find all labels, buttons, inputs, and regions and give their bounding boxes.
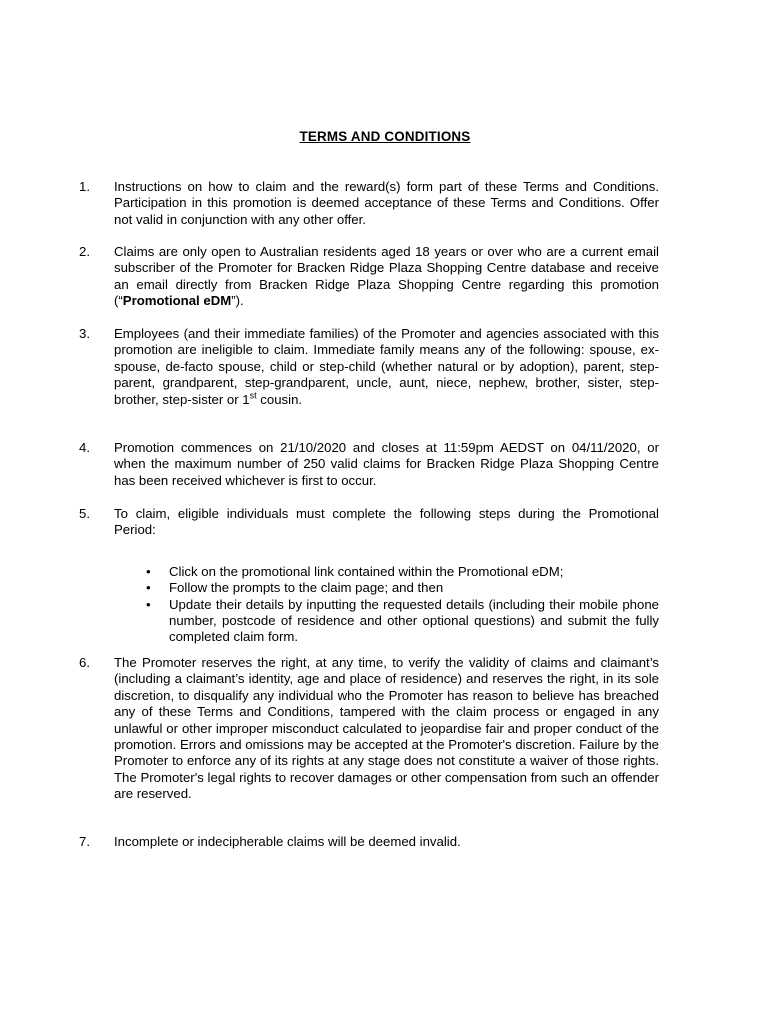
bullet-icon: •: [146, 596, 151, 612]
claim-steps-list: [79, 564, 659, 646]
clause-number: 4.: [79, 440, 90, 455]
promotional-edm-term: Promotional eDM: [122, 293, 232, 309]
clause-text-before: Employees (and their immediate families) of the Promoter and agencies associated with this promotion are ineligible to claim. Immediate family means any of the following: spouse, ex-spouse, de-facto spouse, child or step-child (whether natural or by adoption), parent, step-parent, grandparent, step-grandparent, uncle, aunt, niece, nephew, brother, sister, step-brother, step-sister or 1: [114, 326, 659, 407]
clause-text-after: ”).: [231, 293, 244, 309]
list-item-text: Follow the prompts to the claim page; and then: [169, 580, 444, 596]
clause-text-before: Claims are only open to Australian residents aged 18 years or over who are a current email subscriber of the Promoter for Bracken Ridge Plaza Shopping Centre database and receive an email directly from Bracken Ridge Plaza Shopping Centre regarding this promotion (“: [114, 244, 659, 309]
clause-2: [79, 244, 659, 310]
bullet-icon: •: [146, 580, 151, 596]
list-item: [79, 597, 659, 646]
clause-5: [79, 506, 659, 646]
clause-1: [79, 179, 659, 228]
clause-text: Promotion commences on 21/10/2020 and closes at 11:59pm AEDST on 04/11/2020, or when the maximum number of 250 valid claims for Bracken Ridge Plaza Shopping Centre has been received whichever is first to occur.: [114, 440, 659, 488]
clause-text: Incomplete or indecipherable claims will be deemed invalid.: [114, 834, 461, 849]
clause-text: [114, 244, 659, 310]
clause-text: The Promoter reserves the right, at any time, to verify the validity of claims and claimant’s (including a claimant’s identity, age and place of residence) and reserves the right, in its sole discretion, to disqualify any individual who the Promoter has reason to believe has breached any of these Terms and Conditions, tampered with the claim process or engaged in any unlawful or other improper misconduct calculated to jeopardise fair and proper conduct of the promotion. Errors and omissions may be accepted at the Promoter's discretion. Failure by the Promoter to enforce any of its rights at any stage does not constitute a waiver of those rights. The Promoter's legal rights to recover damages or other compensation from such an offender are reserved.: [114, 655, 659, 802]
list-item-text: Update their details by inputting the requested details (including their mobile phone number, postcode of residence and other optional questions) and submit the fully completed claim form.: [169, 596, 659, 645]
clause-text-after: cousin.: [256, 391, 303, 407]
clause-number: 5.: [79, 506, 90, 521]
clause-7: [79, 834, 659, 850]
bullet-icon: •: [146, 563, 151, 579]
clause-text: To claim, eligible individuals must complete the following steps during the Promotional Period:: [114, 506, 659, 538]
clause-number: 6.: [79, 655, 90, 670]
list-item-text: Click on the promotional link contained within the Promotional eDM;: [169, 563, 564, 579]
clause-number: 3.: [79, 326, 90, 341]
clause-number: 7.: [79, 834, 90, 849]
list-item: [79, 564, 659, 580]
clause-number: 2.: [79, 244, 90, 259]
clause-number: 1.: [79, 179, 90, 194]
clause-6: [79, 655, 659, 803]
list-item: [79, 580, 659, 596]
clause-4: [79, 440, 659, 489]
clause-3: [79, 326, 659, 408]
clause-text: Instructions on how to claim and the reward(s) form part of these Terms and Conditions. Participation in this promotion is deemed acceptance of these Terms and Conditions. Offer not valid in conjunction with any other offer.: [114, 179, 659, 227]
ordinal-superscript: st: [249, 390, 257, 401]
clause-text: [114, 326, 659, 408]
document-title: TERMS AND CONDITIONS: [299, 129, 471, 144]
